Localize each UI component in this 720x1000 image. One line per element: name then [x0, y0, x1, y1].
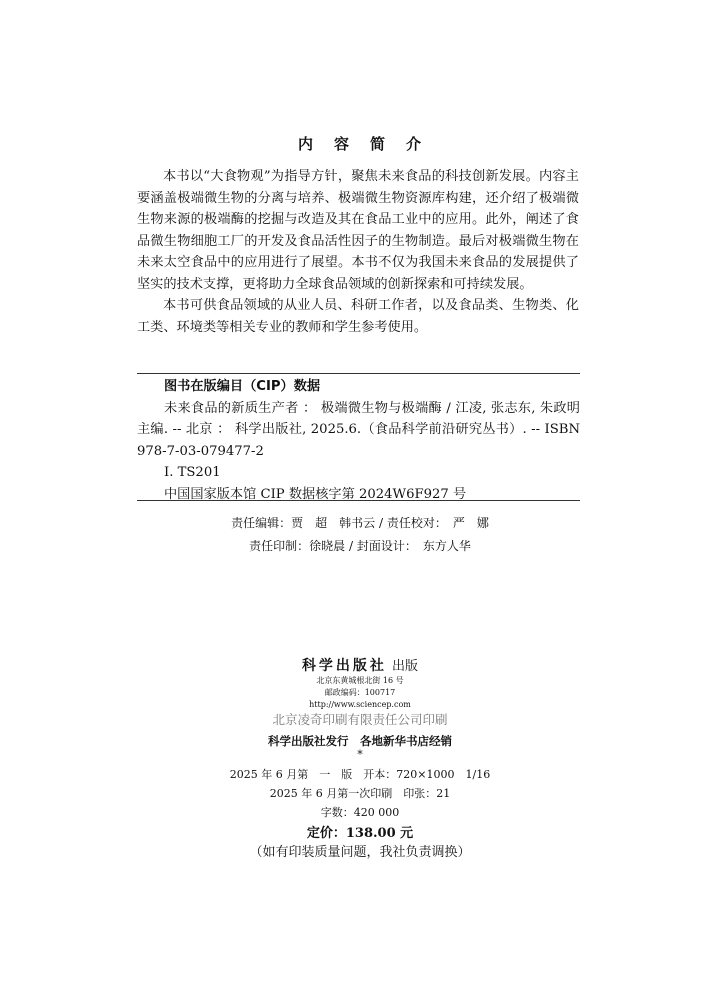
publisher-details	[0, 675, 720, 711]
cip-approval: 中国国家版本馆 CIP 数据核字第 2024W6F927 号	[164, 486, 467, 502]
summary-title-char: 容	[333, 135, 350, 153]
publisher-url: http://www.sciencep.com	[309, 700, 411, 709]
imprint-edition: 2025 年 6 月第 一 版 开本：720×1000 1/16	[229, 768, 491, 781]
credits	[0, 512, 720, 558]
cip-top-rule	[137, 373, 580, 374]
imprint-wordcount: 字数：420 000	[320, 806, 400, 819]
publisher-postcode: 邮政编码：100717	[324, 688, 396, 697]
price: 定价：138.00 元	[306, 826, 414, 841]
separator-star: *	[357, 748, 363, 761]
printer: 北京凌奇印刷有限责任公司印刷	[272, 712, 448, 727]
publisher-suffix: 出版	[392, 659, 419, 674]
cip-bottom-rule	[137, 500, 580, 501]
imprint-printing: 2025 年 6 月第一次印刷 印张：21	[269, 787, 451, 800]
quality-notice: （如有印装质量问题，我社负责调换）	[249, 845, 471, 860]
credits-production: 责任印制：徐晓晨 / 封面设计： 东方人华	[249, 539, 471, 553]
summary-title-char: 简	[370, 135, 387, 153]
summary-paragraph: 本书以“大食物观”为指导方针，聚焦未来食品的科技创新发展。内容主要涵盖极端微生物的分离与培养、极端微生物资源库构建，还介绍了极端微生物来源的极端酶的挖掘与改造及其在食品工业中的应用。此外，阐述了食品微生物细胞工厂的开发及食品活性因子的生物制造。最后对极端微生物在未来太空食品中的应用进行了展望。本书不仅为我国未来食品的发展提供了坚实的技术支撑，更将助力全球食品领域的创新探索和可持续发展。	[137, 169, 579, 292]
distribution: 科学出版社发行 各地新华书店经销	[268, 734, 452, 748]
summary-title	[0, 133, 720, 154]
publisher-address: 北京东黄城根北街 16 号	[316, 676, 404, 685]
imprint	[0, 765, 720, 822]
cip-block	[137, 376, 580, 505]
summary-title-char: 内	[297, 135, 314, 153]
summary-title-char: 介	[406, 135, 423, 153]
cip-heading: 图书在版编目（CIP）数据	[164, 379, 321, 394]
summary-body	[137, 166, 579, 338]
publisher-logo: 科学出版社	[301, 658, 387, 674]
cip-classification: Ⅰ. TS201	[164, 465, 221, 480]
summary-paragraph: 本书可供食品领域的从业人员、科研工作者，以及食品类、生物类、化工类、环境类等相关专业的教师和学生参考使用。	[137, 298, 579, 335]
credits-editors: 责任编辑：贾 超 韩书云 / 责任校对： 严 娜	[231, 516, 489, 530]
publisher-line	[0, 655, 720, 675]
cip-entry: 未来食品的新质生产者 ： 极端微生物与极端酶 / 江凌, 张志东, 朱政明主编. -- 北京 ： 科学出版社, 2025.6.（食品科学前沿研究丛书）. -- ISBN 978-7-03-079477-2	[137, 400, 580, 459]
